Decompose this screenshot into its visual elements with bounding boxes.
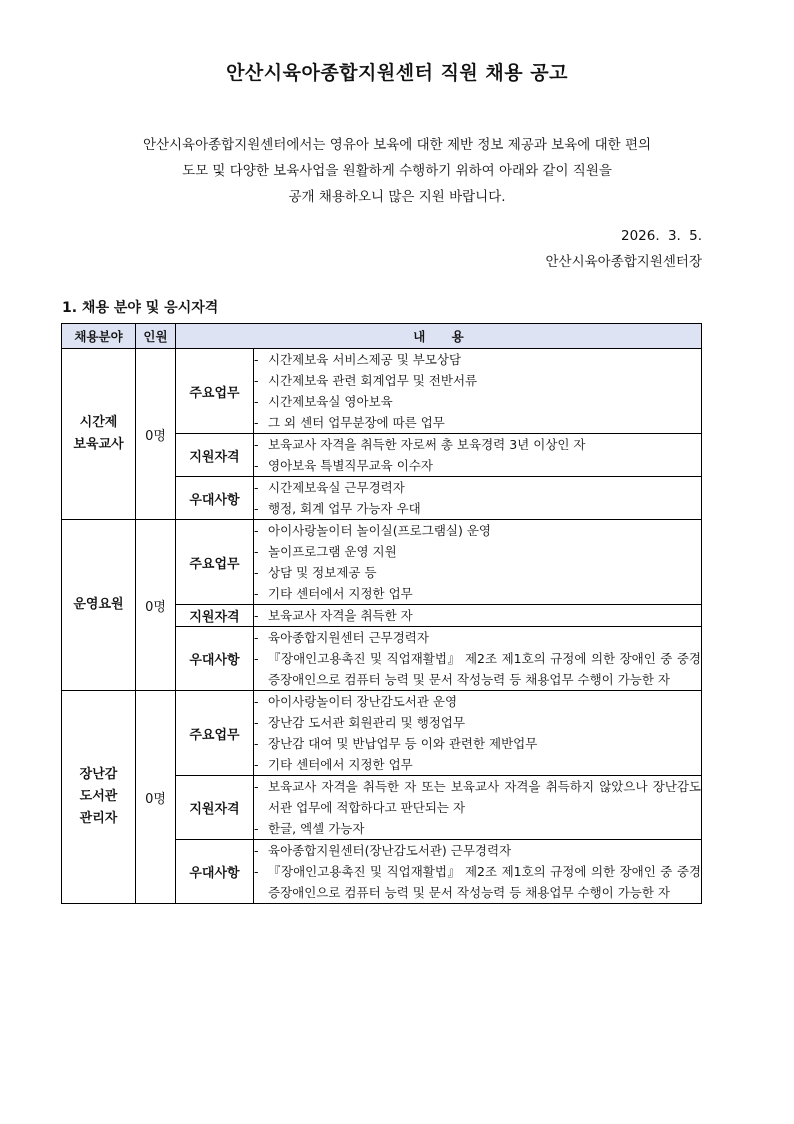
category-label: 우대사항: [176, 477, 254, 520]
table-row: [62, 349, 702, 434]
intro-line: 안산시육아종합지원센터에서는 영유아 보육에 대한 제반 정보 제공과 보육에 대한 편의: [142, 137, 652, 153]
field-name-cell: [62, 349, 136, 520]
field-name-line: 운영요원: [73, 597, 124, 612]
list-item: - 아이사랑놀이터 놀이실(프로그램실) 운영: [254, 520, 701, 541]
category-label: 우대사항: [176, 627, 254, 691]
list-item: - 아이사랑놀이터 장난감도서관 운영: [254, 691, 701, 712]
list-item: - 한글, 엑셀 가능자: [254, 818, 701, 839]
field-name-line: 시간제: [79, 415, 118, 430]
section-heading: 1. 채용 분야 및 응시자격: [62, 300, 219, 316]
field-name-cell: [62, 691, 136, 904]
header-count: 인원: [136, 324, 176, 349]
category-content: [254, 477, 702, 520]
category-content: [254, 349, 702, 434]
table-header-row: [62, 324, 702, 349]
list-item: - 시간제보육 관련 회계업무 및 전반서류: [254, 370, 701, 391]
table-row: [62, 520, 702, 605]
field-name-line: 도서관: [79, 789, 118, 804]
announcement-date: 2026. 3. 5.: [621, 228, 702, 244]
category-content: [254, 776, 702, 840]
category-content: [254, 840, 702, 904]
table-row: [62, 691, 702, 776]
header-field: 채용분야: [62, 324, 136, 349]
intro-line: 공개 채용하오니 많은 지원 바랍니다.: [288, 189, 506, 205]
table-body: [62, 349, 702, 904]
field-name-line: 장난감: [79, 767, 118, 782]
list-item: - 『장애인고용촉진 및 직업재활법』 제2조 제1호의 규정에 의한 장애인 중 중경증장애인으로 컴퓨터 능력 및 문서 작성능력 등 채용업무 수행이 가능한 자: [254, 648, 701, 690]
category-label: 지원자격: [176, 605, 254, 627]
category-label: 주요업무: [176, 349, 254, 434]
list-item: - 시간제보육실 영아보육: [254, 391, 701, 412]
intro-paragraph: [60, 132, 734, 210]
list-item: - 영아보육 특별직무교육 이수자: [254, 455, 701, 476]
headcount-cell: 0명: [136, 691, 176, 904]
category-content: [254, 605, 702, 627]
organization-name: 안산시육아종합지원센터장: [545, 254, 702, 270]
category-content: [254, 691, 702, 776]
list-item: - 보육교사 자격을 취득한 자 또는 보육교사 자격을 취득하지 않았으나 장난감도서관 업무에 적합하다고 판단되는 자: [254, 776, 701, 818]
headcount-cell: 0명: [136, 520, 176, 691]
recruitment-table: [61, 323, 702, 904]
list-item: - 장난감 도서관 회원관리 및 행정업무: [254, 712, 701, 733]
list-item: - 상담 및 정보제공 등: [254, 562, 701, 583]
list-item: - 육아종합지원센터 근무경력자: [254, 627, 701, 648]
category-label: 우대사항: [176, 840, 254, 904]
list-item: - 육아종합지원센터(장난감도서관) 근무경력자: [254, 840, 701, 861]
category-content: [254, 434, 702, 477]
category-content: [254, 627, 702, 691]
list-item: - 그 외 센터 업무분장에 따른 업무: [254, 412, 701, 433]
list-item: - 기타 센터에서 지정한 업무: [254, 754, 701, 775]
category-content: [254, 520, 702, 605]
list-item: - 보육교사 자격을 취득한 자로써 총 보육경력 3년 이상인 자: [254, 434, 701, 455]
field-name-cell: [62, 520, 136, 691]
page-title: 안산시육아종합지원센터 직원 채용 공고: [226, 62, 568, 84]
intro-line: 도모 및 다양한 보육사업을 원활하게 수행하기 위하여 아래와 같이 직원을: [182, 163, 612, 179]
list-item: - 놀이프로그램 운영 지원: [254, 541, 701, 562]
category-label: 주요업무: [176, 691, 254, 776]
field-name-line: 관리자: [79, 811, 118, 826]
list-item: - 시간제보육실 근무경력자: [254, 477, 701, 498]
field-name-line: 보육교사: [73, 437, 124, 452]
list-item: - 시간제보육 서비스제공 및 부모상담: [254, 349, 701, 370]
headcount-cell: 0명: [136, 349, 176, 520]
category-label: 지원자격: [176, 434, 254, 477]
category-label: 지원자격: [176, 776, 254, 840]
list-item: - 장난감 대여 및 반납업무 등 이와 관련한 제반업무: [254, 733, 701, 754]
list-item: - 행정, 회계 업무 가능자 우대: [254, 498, 701, 519]
category-label: 주요업무: [176, 520, 254, 605]
list-item: - 보육교사 자격을 취득한 자: [254, 605, 701, 626]
list-item: - 『장애인고용촉진 및 직업재활법』 제2조 제1호의 규정에 의한 장애인 중 중경증장애인으로 컴퓨터 능력 및 문서 작성능력 등 채용업무 수행이 가능한 자: [254, 861, 701, 903]
header-content: 내 용: [176, 324, 702, 349]
list-item: - 기타 센터에서 지정한 업무: [254, 583, 701, 604]
